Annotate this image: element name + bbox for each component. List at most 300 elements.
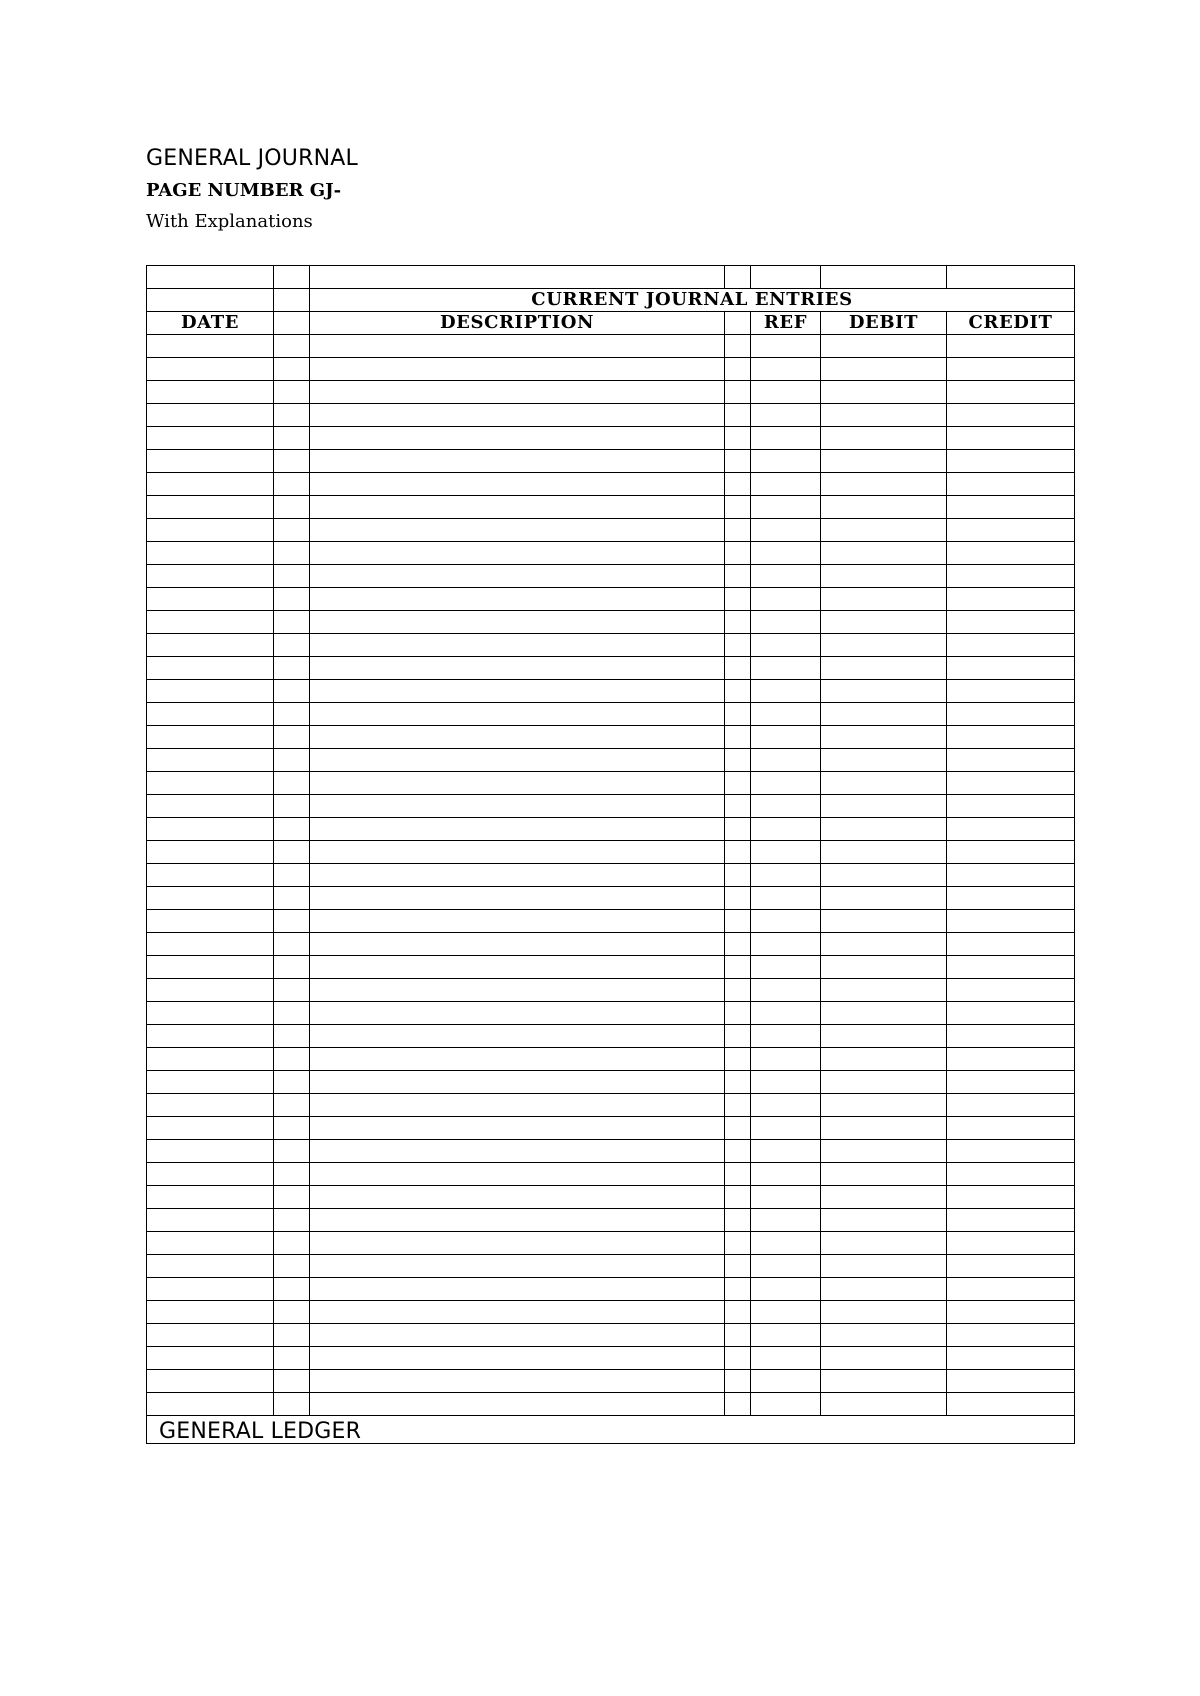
- blank-cell[interactable]: [725, 956, 751, 979]
- blank-cell[interactable]: [725, 1071, 751, 1094]
- ref-cell[interactable]: [751, 979, 821, 1002]
- blank-cell[interactable]: [274, 1255, 310, 1278]
- date-cell[interactable]: [147, 1163, 274, 1186]
- credit-cell[interactable]: [947, 887, 1075, 910]
- credit-cell[interactable]: [947, 1209, 1075, 1232]
- ref-cell[interactable]: [751, 772, 821, 795]
- ref-cell[interactable]: [751, 887, 821, 910]
- date-cell[interactable]: [147, 887, 274, 910]
- blank-cell[interactable]: [274, 381, 310, 404]
- date-cell[interactable]: [147, 933, 274, 956]
- description-cell[interactable]: [310, 1163, 725, 1186]
- debit-cell[interactable]: [821, 565, 947, 588]
- blank-cell[interactable]: [725, 611, 751, 634]
- debit-cell[interactable]: [821, 1071, 947, 1094]
- ref-cell[interactable]: [751, 1117, 821, 1140]
- ref-cell[interactable]: [751, 1255, 821, 1278]
- blank-cell[interactable]: [725, 864, 751, 887]
- ref-cell[interactable]: [751, 450, 821, 473]
- blank-cell[interactable]: [725, 1324, 751, 1347]
- date-cell[interactable]: [147, 1393, 274, 1416]
- blank-cell[interactable]: [725, 1048, 751, 1071]
- blank-cell[interactable]: [725, 703, 751, 726]
- ref-cell[interactable]: [751, 956, 821, 979]
- blank-cell[interactable]: [725, 1025, 751, 1048]
- credit-cell[interactable]: [947, 818, 1075, 841]
- debit-cell[interactable]: [821, 1278, 947, 1301]
- credit-cell[interactable]: [947, 680, 1075, 703]
- blank-cell[interactable]: [274, 335, 310, 358]
- debit-cell[interactable]: [821, 1347, 947, 1370]
- credit-cell[interactable]: [947, 450, 1075, 473]
- credit-cell[interactable]: [947, 910, 1075, 933]
- blank-cell[interactable]: [725, 634, 751, 657]
- ref-cell[interactable]: [751, 1094, 821, 1117]
- debit-cell[interactable]: [821, 818, 947, 841]
- credit-cell[interactable]: [947, 1117, 1075, 1140]
- blank-cell[interactable]: [274, 772, 310, 795]
- description-cell[interactable]: [310, 1048, 725, 1071]
- ref-cell[interactable]: [751, 1301, 821, 1324]
- ref-cell[interactable]: [751, 404, 821, 427]
- credit-cell[interactable]: [947, 1301, 1075, 1324]
- debit-cell[interactable]: [821, 404, 947, 427]
- date-cell[interactable]: [147, 749, 274, 772]
- date-cell[interactable]: [147, 657, 274, 680]
- blank-cell[interactable]: [725, 910, 751, 933]
- credit-cell[interactable]: [947, 1255, 1075, 1278]
- description-cell[interactable]: [310, 657, 725, 680]
- debit-cell[interactable]: [821, 657, 947, 680]
- ref-cell[interactable]: [751, 588, 821, 611]
- blank-cell[interactable]: [947, 266, 1075, 289]
- blank-cell[interactable]: [274, 1094, 310, 1117]
- date-cell[interactable]: [147, 910, 274, 933]
- blank-cell[interactable]: [274, 864, 310, 887]
- debit-cell[interactable]: [821, 772, 947, 795]
- blank-cell[interactable]: [725, 1209, 751, 1232]
- blank-cell[interactable]: [310, 266, 725, 289]
- ref-cell[interactable]: [751, 864, 821, 887]
- description-cell[interactable]: [310, 335, 725, 358]
- date-cell[interactable]: [147, 1232, 274, 1255]
- credit-cell[interactable]: [947, 749, 1075, 772]
- description-cell[interactable]: [310, 611, 725, 634]
- credit-cell[interactable]: [947, 565, 1075, 588]
- blank-cell[interactable]: [725, 266, 751, 289]
- description-cell[interactable]: [310, 404, 725, 427]
- date-cell[interactable]: [147, 1209, 274, 1232]
- ref-cell[interactable]: [751, 335, 821, 358]
- blank-cell[interactable]: [725, 979, 751, 1002]
- ref-cell[interactable]: [751, 1370, 821, 1393]
- blank-cell[interactable]: [725, 726, 751, 749]
- description-cell[interactable]: [310, 381, 725, 404]
- blank-cell[interactable]: [725, 1186, 751, 1209]
- description-cell[interactable]: [310, 1255, 725, 1278]
- ref-cell[interactable]: [751, 1209, 821, 1232]
- credit-cell[interactable]: [947, 1370, 1075, 1393]
- ref-cell[interactable]: [751, 519, 821, 542]
- blank-cell[interactable]: [274, 795, 310, 818]
- blank-cell[interactable]: [274, 818, 310, 841]
- blank-cell[interactable]: [725, 473, 751, 496]
- debit-cell[interactable]: [821, 473, 947, 496]
- blank-cell[interactable]: [274, 956, 310, 979]
- description-cell[interactable]: [310, 1117, 725, 1140]
- debit-cell[interactable]: [821, 358, 947, 381]
- date-cell[interactable]: [147, 1002, 274, 1025]
- blank-cell[interactable]: [725, 358, 751, 381]
- blank-cell[interactable]: [274, 565, 310, 588]
- ref-cell[interactable]: [751, 1186, 821, 1209]
- blank-cell[interactable]: [274, 611, 310, 634]
- description-cell[interactable]: [310, 887, 725, 910]
- description-cell[interactable]: [310, 450, 725, 473]
- blank-cell[interactable]: [274, 887, 310, 910]
- ref-cell[interactable]: [751, 1163, 821, 1186]
- debit-cell[interactable]: [821, 335, 947, 358]
- debit-cell[interactable]: [821, 680, 947, 703]
- description-cell[interactable]: [310, 1347, 725, 1370]
- credit-cell[interactable]: [947, 1278, 1075, 1301]
- blank-cell[interactable]: [725, 818, 751, 841]
- blank-cell[interactable]: [725, 404, 751, 427]
- credit-cell[interactable]: [947, 657, 1075, 680]
- description-cell[interactable]: [310, 1140, 725, 1163]
- description-cell[interactable]: [310, 588, 725, 611]
- date-cell[interactable]: [147, 841, 274, 864]
- blank-cell[interactable]: [725, 887, 751, 910]
- credit-cell[interactable]: [947, 1048, 1075, 1071]
- debit-cell[interactable]: [821, 1025, 947, 1048]
- date-cell[interactable]: [147, 496, 274, 519]
- debit-cell[interactable]: [821, 887, 947, 910]
- debit-cell[interactable]: [821, 1002, 947, 1025]
- credit-cell[interactable]: [947, 611, 1075, 634]
- ref-cell[interactable]: [751, 634, 821, 657]
- ref-cell[interactable]: [751, 1324, 821, 1347]
- credit-cell[interactable]: [947, 519, 1075, 542]
- description-cell[interactable]: [310, 427, 725, 450]
- credit-cell[interactable]: [947, 1140, 1075, 1163]
- blank-cell[interactable]: [821, 266, 947, 289]
- description-cell[interactable]: [310, 1278, 725, 1301]
- date-cell[interactable]: [147, 1071, 274, 1094]
- credit-cell[interactable]: [947, 1186, 1075, 1209]
- date-cell[interactable]: [147, 795, 274, 818]
- credit-cell[interactable]: [947, 634, 1075, 657]
- blank-cell[interactable]: [725, 450, 751, 473]
- description-cell[interactable]: [310, 1393, 725, 1416]
- blank-cell[interactable]: [274, 634, 310, 657]
- blank-cell[interactable]: [274, 1393, 310, 1416]
- credit-cell[interactable]: [947, 1324, 1075, 1347]
- ref-cell[interactable]: [751, 749, 821, 772]
- blank-cell[interactable]: [725, 496, 751, 519]
- ref-cell[interactable]: [751, 1071, 821, 1094]
- blank-cell[interactable]: [274, 1140, 310, 1163]
- debit-cell[interactable]: [821, 1163, 947, 1186]
- description-cell[interactable]: [310, 795, 725, 818]
- ref-cell[interactable]: [751, 1347, 821, 1370]
- debit-cell[interactable]: [821, 588, 947, 611]
- blank-cell[interactable]: [274, 841, 310, 864]
- debit-cell[interactable]: [821, 933, 947, 956]
- blank-cell[interactable]: [725, 933, 751, 956]
- description-cell[interactable]: [310, 1301, 725, 1324]
- date-cell[interactable]: [147, 542, 274, 565]
- description-cell[interactable]: [310, 1002, 725, 1025]
- blank-cell[interactable]: [274, 726, 310, 749]
- blank-cell[interactable]: [725, 657, 751, 680]
- blank-cell[interactable]: [725, 680, 751, 703]
- date-cell[interactable]: [147, 1186, 274, 1209]
- description-cell[interactable]: [310, 358, 725, 381]
- blank-cell[interactable]: [725, 542, 751, 565]
- ref-cell[interactable]: [751, 1232, 821, 1255]
- ref-cell[interactable]: [751, 910, 821, 933]
- blank-cell[interactable]: [725, 1232, 751, 1255]
- debit-cell[interactable]: [821, 1324, 947, 1347]
- blank-cell[interactable]: [274, 910, 310, 933]
- credit-cell[interactable]: [947, 1347, 1075, 1370]
- description-cell[interactable]: [310, 1094, 725, 1117]
- date-cell[interactable]: [147, 1140, 274, 1163]
- description-cell[interactable]: [310, 1025, 725, 1048]
- credit-cell[interactable]: [947, 864, 1075, 887]
- ref-cell[interactable]: [751, 818, 821, 841]
- ref-cell[interactable]: [751, 680, 821, 703]
- credit-cell[interactable]: [947, 427, 1075, 450]
- date-cell[interactable]: [147, 1324, 274, 1347]
- blank-cell[interactable]: [274, 1370, 310, 1393]
- debit-cell[interactable]: [821, 841, 947, 864]
- debit-cell[interactable]: [821, 542, 947, 565]
- blank-cell[interactable]: [274, 588, 310, 611]
- blank-cell[interactable]: [725, 1370, 751, 1393]
- blank-cell[interactable]: [725, 795, 751, 818]
- credit-cell[interactable]: [947, 703, 1075, 726]
- ref-cell[interactable]: [751, 1393, 821, 1416]
- date-cell[interactable]: [147, 1048, 274, 1071]
- debit-cell[interactable]: [821, 1186, 947, 1209]
- credit-cell[interactable]: [947, 473, 1075, 496]
- date-cell[interactable]: [147, 1117, 274, 1140]
- credit-cell[interactable]: [947, 1393, 1075, 1416]
- date-cell[interactable]: [147, 703, 274, 726]
- description-cell[interactable]: [310, 749, 725, 772]
- date-cell[interactable]: [147, 588, 274, 611]
- blank-cell[interactable]: [274, 1025, 310, 1048]
- credit-cell[interactable]: [947, 1071, 1075, 1094]
- blank-cell[interactable]: [274, 1186, 310, 1209]
- blank-cell[interactable]: [274, 496, 310, 519]
- debit-cell[interactable]: [821, 979, 947, 1002]
- ref-cell[interactable]: [751, 542, 821, 565]
- debit-cell[interactable]: [821, 1370, 947, 1393]
- debit-cell[interactable]: [821, 1393, 947, 1416]
- credit-cell[interactable]: [947, 841, 1075, 864]
- ref-cell[interactable]: [751, 565, 821, 588]
- date-cell[interactable]: [147, 1025, 274, 1048]
- ref-cell[interactable]: [751, 841, 821, 864]
- description-cell[interactable]: [310, 910, 725, 933]
- blank-cell[interactable]: [274, 358, 310, 381]
- date-cell[interactable]: [147, 1094, 274, 1117]
- description-cell[interactable]: [310, 726, 725, 749]
- debit-cell[interactable]: [821, 1232, 947, 1255]
- description-cell[interactable]: [310, 864, 725, 887]
- ref-cell[interactable]: [751, 496, 821, 519]
- debit-cell[interactable]: [821, 611, 947, 634]
- blank-cell[interactable]: [274, 1301, 310, 1324]
- ref-cell[interactable]: [751, 358, 821, 381]
- ref-cell[interactable]: [751, 726, 821, 749]
- debit-cell[interactable]: [821, 1140, 947, 1163]
- date-cell[interactable]: [147, 565, 274, 588]
- debit-cell[interactable]: [821, 1255, 947, 1278]
- credit-cell[interactable]: [947, 1002, 1075, 1025]
- ref-cell[interactable]: [751, 795, 821, 818]
- debit-cell[interactable]: [821, 1094, 947, 1117]
- credit-cell[interactable]: [947, 795, 1075, 818]
- blank-cell[interactable]: [274, 680, 310, 703]
- description-cell[interactable]: [310, 1232, 725, 1255]
- credit-cell[interactable]: [947, 335, 1075, 358]
- blank-cell[interactable]: [274, 519, 310, 542]
- blank-cell[interactable]: [725, 1255, 751, 1278]
- credit-cell[interactable]: [947, 772, 1075, 795]
- date-cell[interactable]: [147, 519, 274, 542]
- debit-cell[interactable]: [821, 450, 947, 473]
- blank-cell[interactable]: [274, 404, 310, 427]
- description-cell[interactable]: [310, 956, 725, 979]
- date-cell[interactable]: [147, 1370, 274, 1393]
- blank-cell[interactable]: [725, 1094, 751, 1117]
- date-cell[interactable]: [147, 335, 274, 358]
- date-cell[interactable]: [147, 450, 274, 473]
- credit-cell[interactable]: [947, 1025, 1075, 1048]
- credit-cell[interactable]: [947, 1163, 1075, 1186]
- blank-cell[interactable]: [274, 657, 310, 680]
- debit-cell[interactable]: [821, 726, 947, 749]
- ref-cell[interactable]: [751, 1140, 821, 1163]
- ref-cell[interactable]: [751, 933, 821, 956]
- blank-cell[interactable]: [274, 703, 310, 726]
- blank-cell[interactable]: [274, 1002, 310, 1025]
- description-cell[interactable]: [310, 1209, 725, 1232]
- debit-cell[interactable]: [821, 1209, 947, 1232]
- blank-cell[interactable]: [274, 1071, 310, 1094]
- description-cell[interactable]: [310, 519, 725, 542]
- blank-cell[interactable]: [274, 1209, 310, 1232]
- blank-cell[interactable]: [725, 749, 751, 772]
- debit-cell[interactable]: [821, 381, 947, 404]
- ref-cell[interactable]: [751, 473, 821, 496]
- blank-cell[interactable]: [725, 427, 751, 450]
- description-cell[interactable]: [310, 565, 725, 588]
- debit-cell[interactable]: [821, 519, 947, 542]
- debit-cell[interactable]: [821, 795, 947, 818]
- date-cell[interactable]: [147, 1301, 274, 1324]
- date-cell[interactable]: [147, 404, 274, 427]
- ref-cell[interactable]: [751, 1048, 821, 1071]
- description-cell[interactable]: [310, 1324, 725, 1347]
- blank-cell[interactable]: [725, 565, 751, 588]
- description-cell[interactable]: [310, 933, 725, 956]
- credit-cell[interactable]: [947, 358, 1075, 381]
- debit-cell[interactable]: [821, 496, 947, 519]
- blank-cell[interactable]: [274, 1278, 310, 1301]
- blank-cell[interactable]: [725, 1278, 751, 1301]
- date-cell[interactable]: [147, 864, 274, 887]
- ref-cell[interactable]: [751, 1002, 821, 1025]
- blank-cell[interactable]: [725, 1347, 751, 1370]
- debit-cell[interactable]: [821, 1301, 947, 1324]
- description-cell[interactable]: [310, 680, 725, 703]
- blank-cell[interactable]: [274, 1163, 310, 1186]
- description-cell[interactable]: [310, 841, 725, 864]
- blank-cell[interactable]: [274, 266, 310, 289]
- date-cell[interactable]: [147, 1347, 274, 1370]
- date-cell[interactable]: [147, 611, 274, 634]
- blank-cell[interactable]: [274, 473, 310, 496]
- ref-cell[interactable]: [751, 703, 821, 726]
- description-cell[interactable]: [310, 634, 725, 657]
- date-cell[interactable]: [147, 1255, 274, 1278]
- debit-cell[interactable]: [821, 749, 947, 772]
- date-cell[interactable]: [147, 358, 274, 381]
- credit-cell[interactable]: [947, 933, 1075, 956]
- debit-cell[interactable]: [821, 1117, 947, 1140]
- description-cell[interactable]: [310, 542, 725, 565]
- credit-cell[interactable]: [947, 726, 1075, 749]
- description-cell[interactable]: [310, 979, 725, 1002]
- date-cell[interactable]: [147, 473, 274, 496]
- description-cell[interactable]: [310, 473, 725, 496]
- blank-cell[interactable]: [274, 933, 310, 956]
- description-cell[interactable]: [310, 1071, 725, 1094]
- debit-cell[interactable]: [821, 427, 947, 450]
- ref-cell[interactable]: [751, 611, 821, 634]
- blank-cell[interactable]: [274, 427, 310, 450]
- blank-cell[interactable]: [725, 772, 751, 795]
- date-cell[interactable]: [147, 680, 274, 703]
- blank-cell[interactable]: [725, 1140, 751, 1163]
- date-cell[interactable]: [147, 381, 274, 404]
- credit-cell[interactable]: [947, 381, 1075, 404]
- credit-cell[interactable]: [947, 956, 1075, 979]
- blank-cell[interactable]: [725, 335, 751, 358]
- blank-cell[interactable]: [147, 266, 274, 289]
- blank-cell[interactable]: [274, 979, 310, 1002]
- date-cell[interactable]: [147, 726, 274, 749]
- description-cell[interactable]: [310, 1186, 725, 1209]
- blank-cell[interactable]: [274, 1117, 310, 1140]
- description-cell[interactable]: [310, 496, 725, 519]
- credit-cell[interactable]: [947, 588, 1075, 611]
- blank-cell[interactable]: [274, 1324, 310, 1347]
- description-cell[interactable]: [310, 703, 725, 726]
- ref-cell[interactable]: [751, 381, 821, 404]
- blank-cell[interactable]: [751, 266, 821, 289]
- blank-cell[interactable]: [725, 1163, 751, 1186]
- blank-cell[interactable]: [725, 588, 751, 611]
- credit-cell[interactable]: [947, 979, 1075, 1002]
- debit-cell[interactable]: [821, 703, 947, 726]
- credit-cell[interactable]: [947, 404, 1075, 427]
